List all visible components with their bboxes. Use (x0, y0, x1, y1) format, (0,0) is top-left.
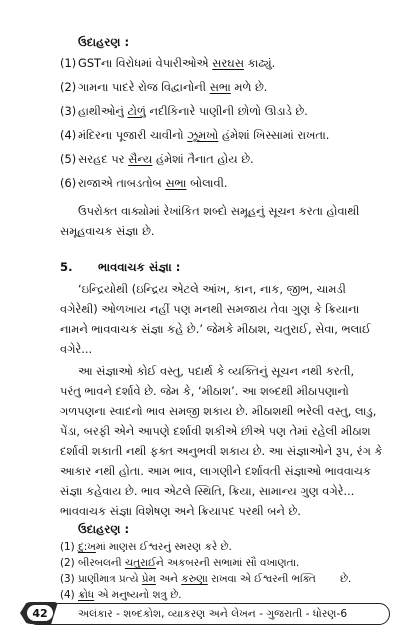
summary-line-1: ઉપરોક્ત વાક્યોમાં રેખાંકિત શબ્દો સમૂહનું સૂચન કરતા હોવાથી (78, 204, 360, 218)
para1-line-3: નામને ભાવવાચક સંજ્ઞા કહે છે.’ જેમકે મીઠાશ, ચતુરાઈ, સેવા, ભલાઈ (60, 322, 371, 336)
para2-line-7: સંજ્ઞા કહેવાય છે. ભાવ એટલે સ્થિતિ, ક્રિયા, સામાન્ય ગુણ વગેરે... (60, 484, 355, 498)
underlined-word: કરુણા (181, 573, 208, 585)
item-text: GSTના વિરોધમાં વેપારીઓએ (78, 56, 213, 70)
item-text: હાથીઓનું (78, 104, 128, 118)
item-text: કાઢ્યું. (243, 56, 276, 70)
page-number: 42 (27, 605, 53, 621)
item-text: અને (155, 573, 182, 585)
example2-item-continuation: છે. (340, 573, 352, 585)
underlined-word: સભા (209, 80, 231, 94)
item-text: મંદિરના પૂજારી ચાવીનો (78, 128, 188, 142)
example1-item (78, 176, 227, 191)
example2-number: (2) (60, 557, 75, 569)
example2-number: (1) (60, 541, 75, 553)
example2-item (78, 588, 182, 602)
example1-number: (5) (60, 152, 77, 166)
para2-line-1: આ સંજ્ઞાઓ કોઈ વસ્તુ, પદાર્થ કે વ્યક્તિનું સૂચન નથી કરતી, (78, 364, 355, 378)
item-text: ગામના પાદરે રોજ વિદ્વાનોની (78, 80, 210, 94)
underlined-word: ક્રોધ (78, 589, 95, 601)
item-text: રાખવા એ ઈશ્વરની ભક્તિ (207, 573, 316, 585)
example1-item (78, 152, 254, 167)
para2-line-8: ભાવવાચક સંજ્ઞા વિશેષણ અને ક્રિયાપદ પરથી બને છે. (60, 504, 301, 518)
underlined-word: દુ:ખ (78, 541, 96, 553)
item-text: માં માણસ ઈશ્વરનું સ્મરણ કરે છે. (95, 541, 232, 553)
example1-number: (4) (60, 128, 77, 142)
example1-number: (1) (60, 56, 77, 70)
item-text: હંમેશાં ખિસ્સામાં રાખતા. (218, 128, 330, 142)
item-text: નદીકિનારે પાણીની છોળો ઊડાડે છે. (145, 104, 308, 118)
item-text: સરહદ પર (78, 152, 129, 166)
example2-item (78, 556, 299, 570)
example-heading-1: ઉદાહરણ : (78, 35, 130, 49)
underlined-word: ઝૂમખો (187, 128, 219, 142)
example1-number: (3) (60, 104, 77, 118)
section-number: 5. (60, 260, 73, 274)
example2-number: (3) (60, 573, 75, 585)
underlined-word: પ્રેમ (141, 573, 156, 585)
para1-line-4: વગેરે... (60, 342, 93, 356)
example1-item (78, 104, 308, 119)
example1-number: (6) (60, 176, 77, 190)
para2-line-4: પેંડા, બરફી એને આપણે દર્શાવી શકીએ છીએ પણ તેમાં રહેલી મીઠાશ (60, 424, 371, 438)
item-text: પ્રાણીમાત્ર પ્રત્યે (78, 573, 142, 585)
para1-line-1: ‘ઇન્દ્રિયોથી (ઇન્દ્રિય એટલે આંખ, કાન, નાક, જીભ, ચામડી (78, 282, 346, 296)
item-text: હંમેશાં તૈનાત હોય છે. (152, 152, 254, 166)
underlined-word: ટોળું (127, 104, 146, 118)
underlined-word: સૈન્ય (128, 152, 153, 166)
item-text: એ મનુષ્યનો શત્રુ છે. (94, 589, 182, 601)
para2-line-3: ગળપણના સ્વાદનો ભાવ સમજી શકાય છે. મીઠાશથી ભરેલી વસ્તુ, લાડુ, (60, 404, 377, 418)
para1-line-2: વગેરેથી) ઓળખાય નહીં પણ મનથી સમજાય તેવા ગુણ કે ક્રિયાના (60, 302, 360, 316)
para2-line-5: દર્શાવી શકાતી નથી ફક્ત અનુભવી શકાય છે. આ સંજ્ઞાઓને રૂપ, રંગ કે (60, 444, 383, 458)
example-heading-2: ઉદાહરણ : (78, 522, 130, 536)
item-text: મળે છે. (230, 80, 268, 94)
underlined-word: ચતુરાઈ (124, 557, 157, 569)
example2-item (78, 540, 232, 554)
example1-item (78, 80, 267, 95)
example1-item (78, 56, 275, 71)
item-text: બોલાવી. (186, 176, 228, 190)
example2-item (78, 572, 316, 586)
example1-item (78, 128, 329, 143)
item-text: રાજાએ તાબડતોબ (78, 176, 166, 190)
underlined-word: સરઘસ (212, 56, 244, 70)
item-text: ને અકબરની સભામાં સૌ વખાણતા. (156, 557, 300, 569)
section-title: ભાવવાચક સંજ્ઞા : (98, 260, 181, 274)
example1-number: (2) (60, 80, 77, 94)
item-text: બીરબલની (78, 557, 125, 569)
summary-line-2: સમૂહવાચક સંજ્ઞા છે. (60, 224, 155, 238)
underlined-word: સભા (165, 176, 187, 190)
footer-title: અલંકાર - શબ્દકોશ, વ્યાકરણ અને લેખન - ગુજરાતી - ધોરણ-6 (78, 608, 348, 620)
example2-number: (4) (60, 589, 75, 601)
para2-line-2: પરંતુ ભાવને દર્શાવે છે. જેમ કે, ‘મીઠાશ’. આ શબ્દથી મીઠાપણાનો (60, 384, 349, 398)
para2-line-6: આકાર નથી હોતા. આમ ભાવ, લાગણીને દર્શાવતી સંજ્ઞાઓ ભાવવાચક (60, 464, 371, 478)
